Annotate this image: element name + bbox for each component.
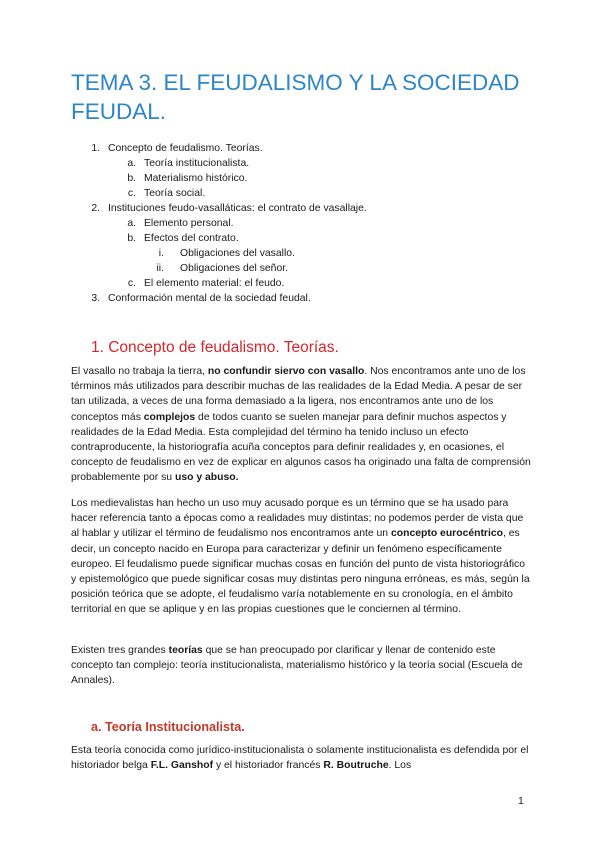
- toc-text: Instituciones feudo-vasalláticas: el contrato de vasallaje.: [108, 203, 367, 214]
- toc-number: a.: [127, 158, 136, 169]
- toc-number: ii.: [156, 263, 164, 274]
- toc-text: Materialismo histórico.: [144, 173, 248, 184]
- toc-number: 3.: [91, 293, 100, 304]
- paragraph: Esta teoría conocida como jurídico-institucionalista o solamente institucionalista es defendida por el historiador belga F.L. Ganshof y el historiador francés R. Boutruche. Los: [71, 745, 529, 772]
- toc-text: Teoría institucionalista.: [144, 158, 250, 169]
- toc-number: a.: [127, 218, 136, 229]
- toc-text: Conformación mental de la sociedad feudal.: [108, 293, 311, 304]
- page-number: 1: [518, 796, 524, 807]
- toc-text: Concepto de feudalismo. Teorías.: [108, 143, 263, 154]
- toc-number: c.: [127, 188, 136, 199]
- toc-text: Elemento personal.: [144, 218, 234, 229]
- toc-text: Teoría social.: [144, 188, 206, 199]
- toc-number: c.: [127, 278, 136, 289]
- subsection-heading: a. Teoría Institucionalista.: [91, 720, 245, 734]
- toc-number: 2.: [91, 203, 100, 214]
- toc-number: b.: [127, 233, 136, 244]
- toc-number: b.: [127, 173, 136, 184]
- paragraph: Los medievalistas han hecho un uso muy acusado porque es un término que se ha usado para hacer referencia tanto a épocas como a realidades muy distintas; no podemos perder de vista que al hablar y utilizar el término de feudalismo nos encontramos ante un concepto eurocéntrico, es decir, un concepto nacido en Europa para caracterizar y definir un fenómeno específicamente europeo. El feudalismo puede significar muchas cosas en función del punto de vista historiográfico y epistemológico que puede significar cosas muy distintas pero ninguna erróneas, es más, según la posición teórica que se adopte, el feudalismo varía notablemente en su cronología, en el ámbito territorial en que se aplique y en las propias cuestiones que le conciernen al término.: [71, 498, 530, 616]
- toc-text: Efectos del contrato.: [144, 233, 239, 244]
- paragraph: El vasallo no trabaja la tierra, no confundir siervo con vasallo. Nos encontramos ante uno de los términos más utilizados para describir muchas de las realidades de la Edad Media. A pesar de ser tan utilizada, a veces de una forma demasiado a la ligera, nos encontramos ante uno de los conceptos más complejos de todos cuanto se suelen manejar para definir muchos aspectos y realidades de la Edad Media. Esta complejidad del término ha tenido incluso un efecto contraproducente, la historiografía acuña conceptos para definir realidades y, en ocasiones, el concepto de feudalismo en vez de explicar en algunos casos ha originado una falta de comprensión probablemente por su uso y abuso.: [71, 366, 531, 484]
- toc-text: Obligaciones del vasallo.: [180, 248, 295, 259]
- toc-text: El elemento material: el feudo.: [144, 278, 285, 289]
- toc-number: 1.: [91, 143, 100, 154]
- toc-text: Obligaciones del señor.: [180, 263, 289, 274]
- toc-number: i.: [158, 248, 164, 259]
- document-title: TEMA 3. EL FEUDALISMO Y LA SOCIEDAD FEUDAL.: [71, 70, 520, 124]
- section-heading: 1. Concepto de feudalismo. Teorías.: [91, 339, 339, 356]
- paragraph: Existen tres grandes teorías que se han preocupado por clarificar y llenar de contenido este concepto tan complejo: teoría institucionalista, materialismo histórico y la teoría social (Escuela de Annales).: [71, 645, 523, 687]
